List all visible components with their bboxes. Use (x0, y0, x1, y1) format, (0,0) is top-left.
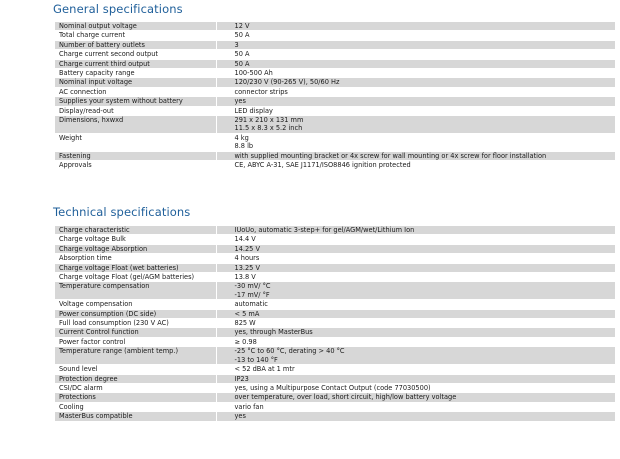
general-specifications-table (55, 22, 615, 171)
spec-value (216, 300, 615, 309)
spec-row (55, 97, 615, 106)
spec-value-line: < 52 dBA at 1 mtr (234, 365, 295, 374)
spec-value (216, 235, 615, 244)
spec-label: Charge voltage Bulk (55, 235, 216, 244)
spec-label: Nominal input voltage (55, 78, 216, 87)
spec-value-line: -25 °C to 60 °C, derating > 40 °C (234, 347, 345, 356)
spec-value-line: 13.8 V (234, 273, 256, 282)
spec-row (55, 412, 615, 421)
spec-value-line: CE, ABYC A-31, SAE J1171/ISO8846 ignition protected (234, 161, 411, 170)
spec-row (55, 31, 615, 40)
spec-label: Weight (55, 133, 216, 151)
spec-label: Full load consumption (230 V AC) (55, 319, 216, 328)
spec-value-line: 100-500 Ah (234, 69, 273, 78)
spec-value-line: IP23 (234, 374, 249, 383)
spec-row (55, 254, 615, 263)
spec-value-line: LED display (234, 106, 273, 115)
spec-value (216, 87, 615, 96)
spec-value-line: 291 x 210 x 131 mm (234, 116, 304, 125)
spec-value (216, 273, 615, 282)
technical-specifications-heading: Technical specifications (53, 205, 191, 219)
spec-label: Protections (55, 393, 216, 402)
spec-row (55, 78, 615, 87)
spec-label: AC connection (55, 87, 216, 96)
spec-row (55, 50, 615, 59)
spec-value-line: ≥ 0.98 (234, 337, 257, 346)
spec-value (216, 50, 615, 59)
spec-value (216, 40, 615, 49)
spec-value-line: yes (234, 97, 246, 106)
spec-value-line: vario fan (234, 402, 264, 411)
spec-label: Temperature range (ambient temp.) (55, 347, 216, 365)
spec-row (55, 328, 615, 337)
spec-value-line: -30 mV/ °C (234, 282, 271, 291)
spec-value (216, 161, 615, 170)
spec-label: Current Control function (55, 328, 216, 337)
spec-value (216, 402, 615, 411)
spec-value (216, 337, 615, 346)
spec-row (55, 383, 615, 392)
spec-label: Cooling (55, 402, 216, 411)
spec-label: Fastening (55, 151, 216, 160)
spec-row (55, 22, 615, 31)
spec-label: Charge voltage Absorption (55, 244, 216, 253)
spec-row (55, 282, 615, 300)
spec-label: Charge current second output (55, 50, 216, 59)
general-specifications-body (55, 22, 615, 170)
spec-row (55, 235, 615, 244)
spec-row (55, 87, 615, 96)
spec-label: Charge current third output (55, 59, 216, 68)
spec-value (216, 309, 615, 318)
spec-value-line: 50 A (234, 50, 250, 59)
spec-value (216, 97, 615, 106)
spec-label: MasterBus compatible (55, 412, 216, 421)
spec-value-line: 14.25 V (234, 244, 260, 253)
spec-value-line: 14.4 V (234, 235, 256, 244)
spec-row (55, 226, 615, 235)
general-specifications-heading: General specifications (53, 2, 183, 16)
spec-value-line: 13.25 V (234, 263, 260, 272)
spec-value-line: 50 A (234, 59, 250, 68)
spec-value (216, 263, 615, 272)
spec-row (55, 309, 615, 318)
spec-value-line: with supplied mounting bracket or 4x screw for wall mounting or 4x screw for floor installation (234, 151, 547, 160)
spec-label: Sound level (55, 365, 216, 374)
spec-value-line: 825 W (234, 319, 256, 328)
spec-value-line: yes, using a Multipurpose Contact Output (code 77030500) (234, 383, 431, 392)
spec-label: Supplies your system without battery (55, 97, 216, 106)
spec-value (216, 22, 615, 31)
spec-value-line-secondary: 11.5 x 8.3 x 5.2 inch (234, 124, 303, 133)
spec-label: Voltage compensation (55, 300, 216, 309)
spec-label: Battery capacity range (55, 69, 216, 78)
spec-value-line: yes, through MasterBus (234, 328, 313, 337)
spec-value-line-secondary: -13 to 140 °F (234, 355, 278, 364)
spec-value-line: 12 V (234, 22, 250, 30)
technical-specifications-table (55, 226, 615, 422)
spec-value (216, 254, 615, 263)
spec-value (216, 412, 615, 421)
spec-value (216, 282, 615, 300)
spec-row (55, 273, 615, 282)
spec-label: Approvals (55, 161, 216, 170)
spec-value (216, 365, 615, 374)
spec-value (216, 374, 615, 383)
spec-row (55, 106, 615, 115)
spec-label: Charge characteristic (55, 226, 216, 235)
spec-value (216, 116, 615, 134)
spec-value-line: 4 hours (234, 254, 260, 263)
spec-row (55, 69, 615, 78)
spec-row (55, 393, 615, 402)
spec-row (55, 151, 615, 160)
spec-label: Temperature compensation (55, 282, 216, 300)
spec-row (55, 59, 615, 68)
spec-label: Absorption time (55, 254, 216, 263)
spec-row (55, 116, 615, 134)
spec-label: Display/read-out (55, 106, 216, 115)
spec-value-line-secondary: -17 mV/ °F (234, 290, 270, 299)
spec-value-line: connector strips (234, 87, 288, 96)
spec-value-line-secondary: 8.8 lb (234, 142, 254, 151)
spec-label: Power factor control (55, 337, 216, 346)
spec-row (55, 347, 615, 365)
spec-value (216, 151, 615, 160)
spec-value (216, 59, 615, 68)
spec-value (216, 31, 615, 40)
spec-row (55, 161, 615, 170)
spec-row (55, 133, 615, 151)
spec-value-line: over temperature, over load, short circuit, high/low battery voltage (234, 393, 457, 402)
spec-value-line: yes (234, 412, 246, 421)
spec-row (55, 319, 615, 328)
spec-value-line: < 5 mA (234, 309, 260, 318)
spec-label: CSI/DC alarm (55, 383, 216, 392)
spec-label: Total charge current (55, 31, 216, 40)
spec-value (216, 347, 615, 365)
spec-label: Charge voltage Float (wet batteries) (55, 263, 216, 272)
spec-value-line: automatic (234, 300, 268, 309)
spec-label: Nominal output voltage (55, 22, 216, 31)
spec-row (55, 263, 615, 272)
spec-value-line: 50 A (234, 31, 250, 40)
spec-value (216, 69, 615, 78)
spec-value-line: 4 kg (234, 133, 249, 142)
spec-value (216, 383, 615, 392)
technical-specifications-body (55, 226, 615, 421)
spec-value (216, 106, 615, 115)
spec-row (55, 337, 615, 346)
spec-row (55, 374, 615, 383)
spec-value (216, 328, 615, 337)
spec-row (55, 402, 615, 411)
spec-value (216, 133, 615, 151)
spec-row (55, 244, 615, 253)
spec-row (55, 300, 615, 309)
spec-value-line: 3 (234, 40, 239, 49)
spec-value (216, 393, 615, 402)
spec-value (216, 244, 615, 253)
spec-label: Dimensions, hxwxd (55, 116, 216, 134)
spec-value-line: 120/230 V (90-265 V), 50/60 Hz (234, 78, 340, 87)
spec-row (55, 40, 615, 49)
spec-value (216, 319, 615, 328)
spec-value (216, 78, 615, 87)
spec-row (55, 365, 615, 374)
spec-value (216, 226, 615, 235)
spec-label: Protection degree (55, 374, 216, 383)
spec-label: Charge voltage Float (gel/AGM batteries) (55, 273, 216, 282)
spec-label: Number of battery outlets (55, 40, 216, 49)
spec-value-line: IUoUo, automatic 3-step+ for gel/AGM/wet/Lithium Ion (234, 226, 415, 234)
spec-label: Power consumption (DC side) (55, 309, 216, 318)
